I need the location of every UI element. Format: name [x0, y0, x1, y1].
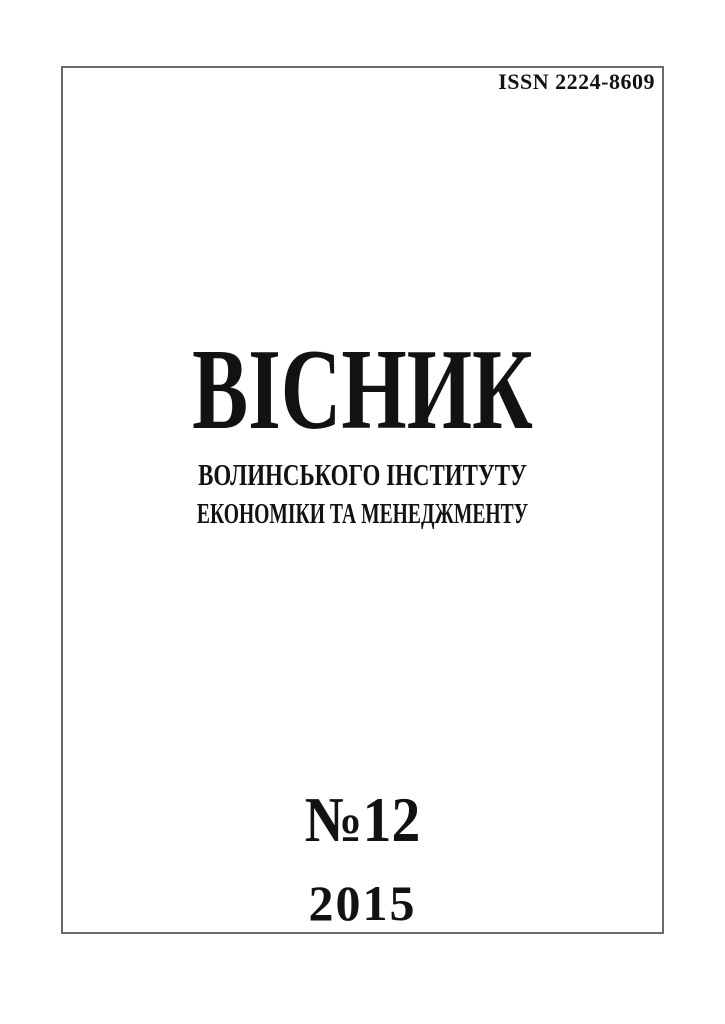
issn-label: ISSN 2224-8609 — [498, 69, 655, 94]
issue-number: №12 — [304, 784, 421, 855]
journal-subtitle-institute: ВОЛИНСЬКОГО ІНСТИТУТУ — [198, 457, 527, 492]
journal-subtitle-economics: ЕКОНОМІКИ ТА МЕНЕДЖМЕНТУ — [196, 499, 529, 530]
publication-year: 2015 — [308, 875, 417, 931]
journal-title: ВІСНИК — [192, 326, 533, 453]
cover-border-frame — [61, 66, 664, 934]
